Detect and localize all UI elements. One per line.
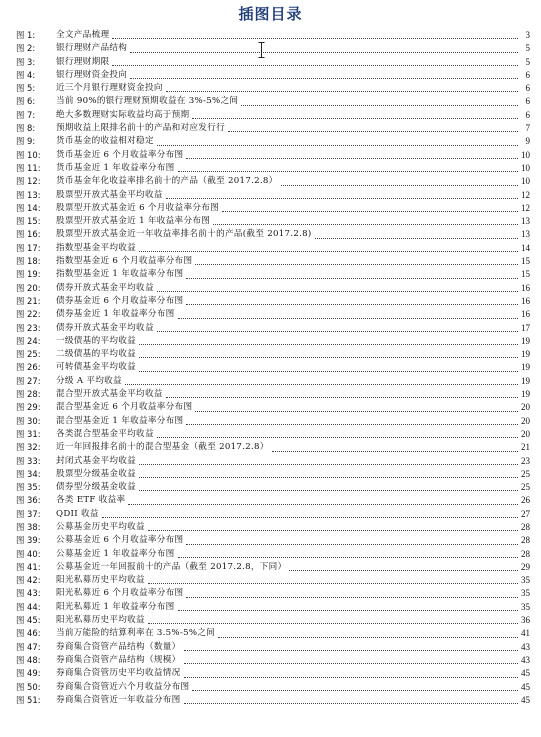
figure-title[interactable]: 债券型分级基金收益: [56, 482, 137, 493]
toc-entry[interactable]: [16, 308, 530, 321]
toc-entry[interactable]: [16, 667, 530, 680]
figure-title[interactable]: 混合型基金近 1 年收益率分布图: [56, 415, 184, 426]
figure-number: 图 14:: [16, 202, 41, 213]
toc-entry[interactable]: [16, 375, 530, 388]
dot-leader: [166, 198, 518, 199]
toc-entry[interactable]: [16, 401, 530, 414]
dot-leader: [112, 65, 518, 66]
toc-entry[interactable]: [16, 242, 530, 255]
page-number[interactable]: 35: [521, 601, 530, 612]
figure-number: 图 43:: [16, 588, 41, 599]
dot-leader: [184, 703, 518, 704]
figure-number: 图 51:: [16, 694, 41, 705]
figure-title[interactable]: 银行理财资金投向: [56, 69, 128, 80]
page-number[interactable]: 14: [521, 242, 530, 253]
page-number[interactable]: 28: [521, 521, 530, 532]
toc-entry[interactable]: [16, 481, 530, 494]
dot-leader: [139, 371, 518, 372]
dot-leader: [157, 291, 518, 292]
toc-entry[interactable]: [16, 189, 530, 202]
figure-title[interactable]: 公募基金近 1 年收益率分布图: [56, 548, 175, 559]
page-title: 插图目录: [238, 5, 303, 23]
toc-entry[interactable]: [16, 415, 530, 428]
dot-leader: [157, 437, 518, 438]
figure-title[interactable]: 阳光私募近 1 年收益率分布图: [56, 601, 175, 612]
figure-number: 图 36:: [16, 495, 41, 506]
page-number[interactable]: 19: [521, 362, 530, 373]
page-number[interactable]: 45: [521, 694, 530, 705]
toc-entry[interactable]: [16, 29, 530, 42]
dot-leader: [213, 224, 518, 225]
page-number[interactable]: 7: [525, 123, 530, 134]
toc-entry[interactable]: [16, 361, 530, 374]
toc-entry[interactable]: [16, 641, 530, 654]
figure-number: 图 35:: [16, 482, 41, 493]
page-number[interactable]: 19: [521, 375, 530, 386]
toc-entry[interactable]: [16, 162, 530, 175]
figure-title[interactable]: 银行理财产品结构: [56, 43, 128, 54]
figure-number: 图 2:: [16, 43, 36, 54]
dot-leader: [315, 238, 518, 239]
toc-entry[interactable]: [16, 282, 530, 295]
figure-number: 图 32:: [16, 442, 41, 453]
toc-entry[interactable]: [16, 149, 530, 162]
page-number[interactable]: 3: [525, 30, 530, 40]
page-number[interactable]: 27: [521, 508, 530, 519]
figure-number: 图 22:: [16, 309, 41, 320]
figure-title[interactable]: 近一年回报排名前十的混合型基金（截至 2017.2.8）: [56, 442, 269, 453]
figure-number: 图 10:: [16, 149, 41, 160]
dot-leader: [195, 264, 518, 265]
page-number[interactable]: 5: [525, 56, 530, 67]
figure-title[interactable]: 指数型基金近 6 个月收益率分布图: [56, 256, 193, 267]
figure-title[interactable]: 阳光私募历史平均收益: [56, 615, 145, 626]
figure-title[interactable]: 一级债基的平均收益: [56, 335, 137, 346]
dot-leader: [222, 211, 518, 212]
figure-title[interactable]: 券商集合资管产品结构（数量）: [56, 641, 181, 652]
figure-title[interactable]: 公募基金近 6 个月收益率分布图: [56, 535, 184, 546]
dot-leader: [272, 451, 518, 452]
page-number[interactable]: 35: [521, 588, 530, 599]
page-number[interactable]: 12: [521, 202, 530, 213]
figure-index-list: [16, 29, 530, 707]
dot-leader: [184, 677, 518, 678]
figure-number: 图 19:: [16, 269, 41, 280]
figure-title[interactable]: 全文产品梳理: [56, 30, 110, 40]
figure-title[interactable]: 阳光私募近 6 个月收益率分布图: [56, 588, 184, 599]
dot-leader: [186, 597, 518, 598]
toc-entry[interactable]: [16, 614, 530, 627]
page-number[interactable]: 45: [521, 668, 530, 679]
toc-entry[interactable]: [16, 441, 530, 454]
page-number[interactable]: 10: [521, 149, 530, 160]
dot-leader: [148, 623, 518, 624]
figure-number: 图 8:: [16, 123, 36, 134]
dot-leader: [281, 185, 518, 186]
figure-number: 图 13:: [16, 189, 41, 200]
figure-title[interactable]: 阳光私募历史平均收益: [56, 575, 145, 586]
figure-title[interactable]: 指数型基金平均收益: [56, 242, 137, 253]
figure-number: 图 4:: [16, 69, 36, 80]
figure-number: 图 7:: [16, 109, 36, 120]
figure-number: 图 48:: [16, 654, 41, 665]
toc-entry[interactable]: [16, 388, 530, 401]
figure-number: 图 41:: [16, 561, 41, 572]
toc-entry[interactable]: [16, 587, 530, 600]
figure-title[interactable]: 预期收益上限排名前十的产品和对应发行行: [56, 123, 225, 134]
figure-number: 图 38:: [16, 521, 41, 532]
page-number[interactable]: 19: [521, 349, 530, 360]
figure-number: 图 34:: [16, 468, 41, 479]
figure-title[interactable]: 可转债基金平均收益: [56, 362, 137, 373]
figure-title[interactable]: 公募基金历史平均收益: [56, 521, 145, 532]
figure-number: 图 27:: [16, 375, 41, 386]
page-number[interactable]: 21: [521, 442, 530, 453]
dot-leader: [186, 158, 518, 159]
figure-title[interactable]: 货币基金近 1 年收益率分布图: [56, 162, 175, 173]
toc-entry[interactable]: [16, 322, 530, 335]
dot-leader: [148, 530, 518, 531]
figure-title[interactable]: 当前万能险的结算利率在 3.5%-5%之间: [56, 628, 216, 639]
toc-entry[interactable]: [16, 69, 530, 82]
figure-number: 图 31:: [16, 428, 41, 439]
page-number[interactable]: 20: [521, 428, 530, 439]
page-number[interactable]: 20: [521, 402, 530, 413]
figure-title[interactable]: 股票型开放式基金平均收益: [56, 189, 163, 200]
page-number[interactable]: 5: [525, 43, 530, 54]
figure-title[interactable]: 货币基金年化收益率排名前十的产品（截至 2017.2.8）: [56, 176, 278, 187]
toc-entry[interactable]: [16, 295, 530, 308]
dot-leader: [128, 504, 518, 505]
figure-number: 图 45:: [16, 615, 41, 626]
page-number[interactable]: 29: [521, 561, 530, 572]
figure-number: 图 44:: [16, 601, 41, 612]
toc-entry[interactable]: [16, 95, 530, 108]
toc-entry[interactable]: [16, 335, 530, 348]
page-number[interactable]: 19: [521, 335, 530, 346]
dot-leader: [186, 544, 518, 545]
page-number[interactable]: 20: [521, 415, 530, 426]
figure-number: 图 6:: [16, 96, 36, 107]
figure-number: 图 23:: [16, 322, 41, 333]
page-number[interactable]: 6: [525, 69, 530, 80]
dot-leader: [102, 517, 518, 518]
dot-leader: [139, 490, 518, 491]
dot-leader: [178, 171, 518, 172]
page-number[interactable]: 10: [521, 162, 530, 173]
figure-number: 图 39:: [16, 535, 41, 546]
dot-leader: [192, 118, 518, 119]
page-number[interactable]: 36: [521, 615, 530, 626]
figure-number: 图 26:: [16, 362, 41, 373]
dot-leader: [241, 105, 518, 106]
figure-number: 图 15:: [16, 216, 41, 227]
figure-number: 图 3:: [16, 56, 36, 67]
figure-number: 图 25:: [16, 349, 41, 360]
figure-title[interactable]: 绝大多数理财实际收益均高于预期: [56, 109, 190, 120]
figure-title[interactable]: 券商集合资管历史平均收益情况: [56, 668, 181, 679]
toc-entry[interactable]: [16, 255, 530, 268]
page-number[interactable]: 16: [521, 295, 530, 306]
page-number[interactable]: 43: [521, 641, 530, 652]
toc-entry[interactable]: [16, 561, 530, 574]
figure-number: 图 29:: [16, 402, 41, 413]
dot-leader: [186, 424, 518, 425]
dot-leader: [289, 570, 518, 571]
page-number[interactable]: 28: [521, 548, 530, 559]
figure-title[interactable]: 封闭式基金平均收益: [56, 455, 137, 466]
page-number[interactable]: 25: [521, 482, 530, 493]
figure-title[interactable]: 银行理财期限: [56, 56, 110, 67]
figure-title[interactable]: 债券基金近 1 年收益率分布图: [56, 309, 175, 320]
figure-number: 图 5:: [16, 83, 36, 94]
page-number[interactable]: 35: [521, 575, 530, 586]
figure-number: 图 21:: [16, 295, 41, 306]
dot-leader: [178, 610, 518, 611]
figure-title[interactable]: QDII 收益: [56, 508, 99, 519]
figure-title[interactable]: 股票型分级基金收益: [56, 468, 137, 479]
figure-number: 图 42:: [16, 575, 41, 586]
toc-entry[interactable]: [16, 548, 530, 561]
toc-entry[interactable]: [16, 56, 530, 69]
figure-title[interactable]: 券商集合资管近一年收益分布图: [56, 694, 181, 705]
page-number[interactable]: 45: [521, 681, 530, 692]
toc-entry[interactable]: [16, 228, 530, 241]
dot-leader: [130, 78, 518, 79]
text-cursor-icon: [258, 42, 265, 58]
page-number[interactable]: 28: [521, 535, 530, 546]
toc-entry[interactable]: [16, 654, 530, 667]
toc-entry[interactable]: [16, 109, 530, 122]
page-number[interactable]: 6: [525, 83, 530, 94]
page-number[interactable]: 12: [521, 189, 530, 200]
dot-leader: [157, 331, 518, 332]
toc-entry[interactable]: [16, 601, 530, 614]
toc-entry[interactable]: [16, 508, 530, 521]
figure-number: 图 24:: [16, 335, 41, 346]
figure-number: 图 28:: [16, 389, 41, 400]
page-number[interactable]: 41: [521, 628, 530, 639]
figure-title[interactable]: 券商集合资管产品结构（规模）: [56, 654, 181, 665]
dot-leader: [178, 557, 518, 558]
page-number[interactable]: 10: [521, 176, 530, 187]
figure-title[interactable]: 二级债基的平均收益: [56, 349, 137, 360]
toc-entry[interactable]: [16, 348, 530, 361]
toc-entry[interactable]: [16, 202, 530, 215]
figure-title[interactable]: 债券开放式基金平均收益: [56, 322, 154, 333]
figure-number: 图 11:: [16, 162, 41, 173]
toc-entry[interactable]: [16, 135, 530, 148]
toc-entry[interactable]: [16, 534, 530, 547]
dot-leader: [139, 477, 518, 478]
toc-entry[interactable]: [16, 694, 530, 707]
figure-number: 图 9:: [16, 136, 36, 147]
figure-number: 图 12:: [16, 176, 41, 187]
page-number[interactable]: 9: [525, 136, 530, 147]
figure-title[interactable]: 公募基金近一年回报前十的产品（截至 2017.2.8，下同）: [56, 561, 287, 572]
figure-title[interactable]: 股票型开放式基金近 1 年收益率分布图: [56, 216, 211, 227]
dot-leader: [139, 357, 518, 358]
figure-number: 图 30:: [16, 415, 41, 426]
page-number[interactable]: 13: [521, 216, 530, 227]
dot-leader: [166, 397, 518, 398]
page-number[interactable]: 25: [521, 468, 530, 479]
figure-title[interactable]: 当前 90%的银行理财预期收益在 3%-5%之间: [56, 96, 239, 107]
toc-entry[interactable]: [16, 574, 530, 587]
figure-number: 图 17:: [16, 242, 41, 253]
figure-number: 图 40:: [16, 548, 41, 559]
page-number[interactable]: 23: [521, 455, 530, 466]
dot-leader: [125, 384, 518, 385]
figure-title[interactable]: 债券开放式基金平均收益: [56, 282, 154, 293]
figure-title[interactable]: 货币基金的收益相对稳定: [56, 136, 154, 147]
dot-leader: [139, 464, 518, 465]
dot-leader: [157, 145, 518, 146]
figure-title[interactable]: 指数型基金近 1 年收益率分布图: [56, 269, 184, 280]
figure-title[interactable]: 券商集合资管近六个月收益分布图: [56, 681, 190, 692]
dot-leader: [218, 637, 518, 638]
toc-entry[interactable]: [16, 494, 530, 507]
page-number[interactable]: 17: [521, 322, 530, 333]
toc-entry[interactable]: [16, 455, 530, 468]
figure-number: 图 49:: [16, 668, 41, 679]
dot-leader: [195, 411, 518, 412]
dot-leader: [166, 91, 518, 92]
page-number[interactable]: 6: [525, 96, 530, 107]
figure-number: 图 47:: [16, 641, 41, 652]
dot-leader: [228, 131, 518, 132]
page-number[interactable]: 15: [521, 269, 530, 280]
dot-leader: [184, 663, 518, 664]
dot-leader: [130, 52, 518, 53]
figure-title[interactable]: 各类 ETF 收益率: [56, 495, 126, 506]
figure-number: 图 50:: [16, 681, 41, 692]
figure-title[interactable]: 股票型开放式基金近 6 个月收益率分布图: [56, 202, 220, 213]
dot-leader: [184, 650, 518, 651]
page-number[interactable]: 16: [521, 309, 530, 320]
page-number[interactable]: 15: [521, 256, 530, 267]
figure-title[interactable]: 货币基金近 6 个月收益率分布图: [56, 149, 184, 160]
toc-entry[interactable]: [16, 122, 530, 135]
toc-entry[interactable]: [16, 215, 530, 228]
toc-entry[interactable]: [16, 627, 530, 640]
figure-number: 图 37:: [16, 508, 41, 519]
toc-entry[interactable]: [16, 428, 530, 441]
page-number[interactable]: 26: [521, 495, 530, 506]
figure-number: 图 33:: [16, 455, 41, 466]
figure-number: 图 1:: [16, 30, 36, 40]
toc-entry[interactable]: [16, 468, 530, 481]
toc-entry[interactable]: [16, 681, 530, 694]
toc-entry[interactable]: [16, 268, 530, 281]
figure-number: 图 46:: [16, 628, 41, 639]
figure-title[interactable]: 分级 A 平均收益: [56, 375, 122, 386]
figure-title[interactable]: 混合型基金近 6 个月收益率分布图: [56, 402, 193, 413]
figure-title[interactable]: 股票型开放式基金近一年收益率排名前十的产品(截至 2017.2.8): [56, 229, 312, 240]
figure-title[interactable]: 近三个月银行理财资金投向: [56, 83, 163, 94]
figure-number: 图 18:: [16, 256, 41, 267]
figure-title[interactable]: 债券基金近 6 个月收益率分布图: [56, 295, 184, 306]
page-number[interactable]: 16: [521, 282, 530, 293]
dot-leader: [139, 251, 518, 252]
page-number[interactable]: 6: [525, 109, 530, 120]
dot-leader: [139, 344, 518, 345]
page-number[interactable]: 13: [521, 229, 530, 240]
dot-leader: [186, 304, 518, 305]
dot-leader: [186, 278, 518, 279]
figure-title[interactable]: 各类混合型基金平均收益: [56, 428, 154, 439]
dot-leader: [178, 318, 518, 319]
toc-entry[interactable]: [16, 42, 530, 55]
dot-leader: [112, 38, 518, 39]
toc-entry[interactable]: [16, 521, 530, 534]
page-number[interactable]: 19: [521, 389, 530, 400]
figure-number: 图 20:: [16, 282, 41, 293]
figure-title[interactable]: 混合型开放式基金平均收益: [56, 389, 163, 400]
page-number[interactable]: 43: [521, 654, 530, 665]
toc-entry[interactable]: [16, 82, 530, 95]
figure-number: 图 16:: [16, 229, 41, 240]
dot-leader: [148, 583, 518, 584]
toc-entry[interactable]: [16, 175, 530, 188]
dot-leader: [192, 690, 518, 691]
